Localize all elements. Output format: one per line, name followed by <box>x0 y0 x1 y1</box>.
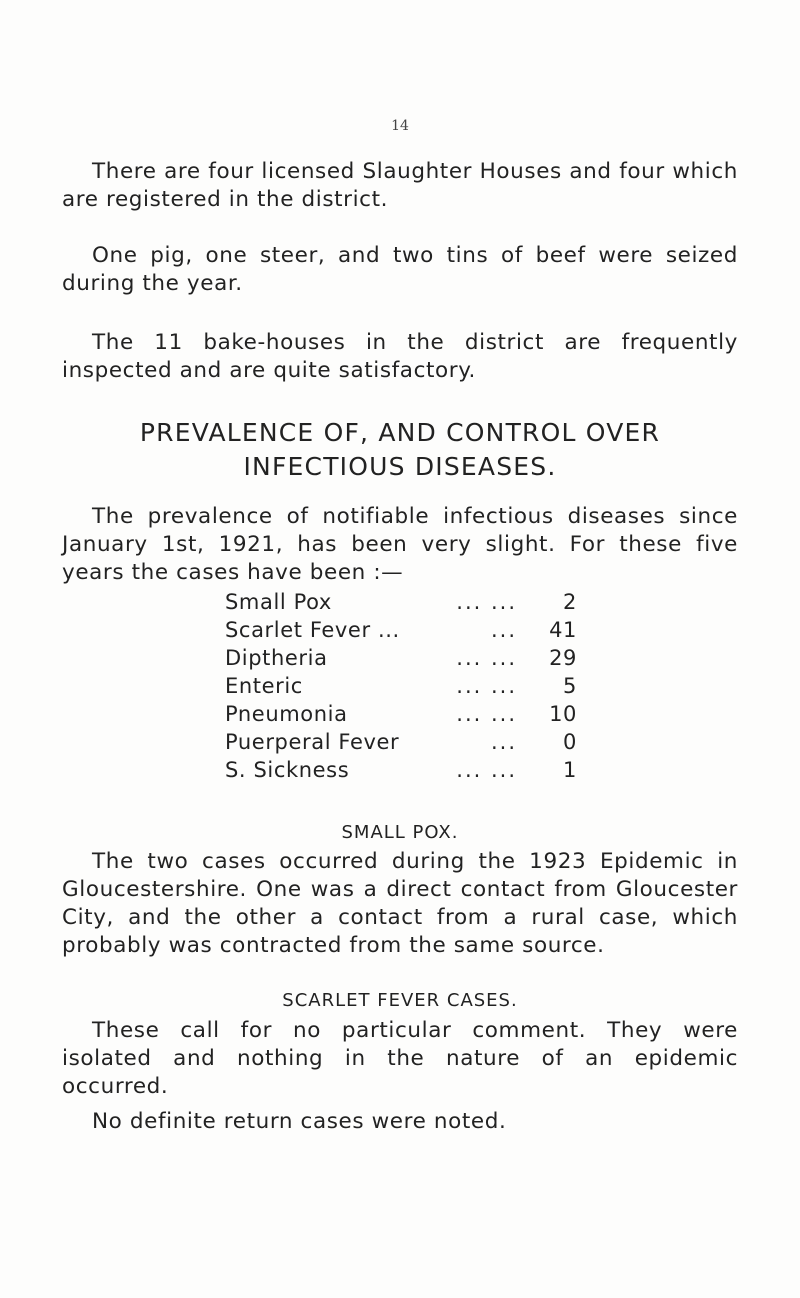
leader-dots: ... ... <box>456 590 517 614</box>
disease-count: 10 <box>549 702 577 726</box>
leader-dots: ... ... <box>456 758 517 782</box>
table-row <box>225 618 605 646</box>
paragraph-bake-houses <box>62 329 738 385</box>
scarlet-fever-heading: SCARLET FEVER CASES. <box>282 990 518 1011</box>
section-heading-line-2: INFECTIOUS DISEASES. <box>243 452 557 481</box>
leader-dots: ... ... <box>456 674 517 698</box>
leader-dots: ... ... <box>456 702 517 726</box>
leader-dots: ... <box>490 618 517 642</box>
leader-dots: ... <box>490 730 517 754</box>
table-row <box>225 646 605 674</box>
table-row <box>225 590 605 618</box>
paragraph-bake-houses-text: The 11 bake-houses in the district are frequently inspected and are quite satisfactory. <box>62 330 738 383</box>
paragraph-slaughter-houses <box>62 158 738 214</box>
paragraph-closing <box>62 1108 738 1136</box>
disease-table <box>225 590 605 786</box>
paragraph-prevalence-intro-text: The prevalence of notifiable infectious diseases since January 1st, 1921, has been very slight. For these five years the cases have been :— <box>62 504 738 585</box>
disease-name: Diptheria <box>225 646 328 670</box>
disease-name: Pneumonia <box>225 702 348 726</box>
disease-count: 41 <box>549 618 577 642</box>
paragraph-closing-text: No definite return cases were noted. <box>92 1109 507 1134</box>
leader-dots: ... ... <box>456 646 517 670</box>
table-row <box>225 730 605 758</box>
paragraph-slaughter-houses-text: There are four licensed Slaughter Houses and four which are registered in the district. <box>62 159 738 212</box>
disease-count: 5 <box>563 674 577 698</box>
paragraph-scarlet-fever <box>62 1017 738 1101</box>
disease-count: 29 <box>549 646 577 670</box>
table-row <box>225 702 605 730</box>
table-row <box>225 674 605 702</box>
disease-name: Enteric <box>225 674 303 698</box>
disease-count: 2 <box>563 590 577 614</box>
section-heading-line-1: PREVALENCE OF, AND CONTROL OVER <box>139 418 661 447</box>
disease-name: Small Pox <box>225 590 332 614</box>
paragraph-prevalence-intro <box>62 503 738 587</box>
disease-name: Puerperal Fever <box>225 730 400 754</box>
paragraph-seizures <box>62 242 738 298</box>
disease-name: Scarlet Fever ... <box>225 618 400 642</box>
paragraph-small-pox-text: The two cases occurred during the 1923 Epidemic in Gloucestershire. One was a direct contact from Gloucester City, and the other a contact from a rural case, which probably was contracted from the same source. <box>62 849 738 958</box>
paragraph-seizures-text: One pig, one steer, and two tins of beef were seized during the year. <box>62 243 738 296</box>
small-pox-heading: SMALL POX. <box>341 822 459 843</box>
table-row <box>225 758 605 786</box>
disease-count: 0 <box>563 730 577 754</box>
disease-name: S. Sickness <box>225 758 350 782</box>
paragraph-small-pox <box>62 848 738 960</box>
paragraph-scarlet-fever-text: These call for no particular comment. They were isolated and nothing in the nature of an epidemic occurred. <box>62 1018 738 1099</box>
disease-count: 1 <box>563 758 577 782</box>
page-number: 14 <box>391 118 409 134</box>
